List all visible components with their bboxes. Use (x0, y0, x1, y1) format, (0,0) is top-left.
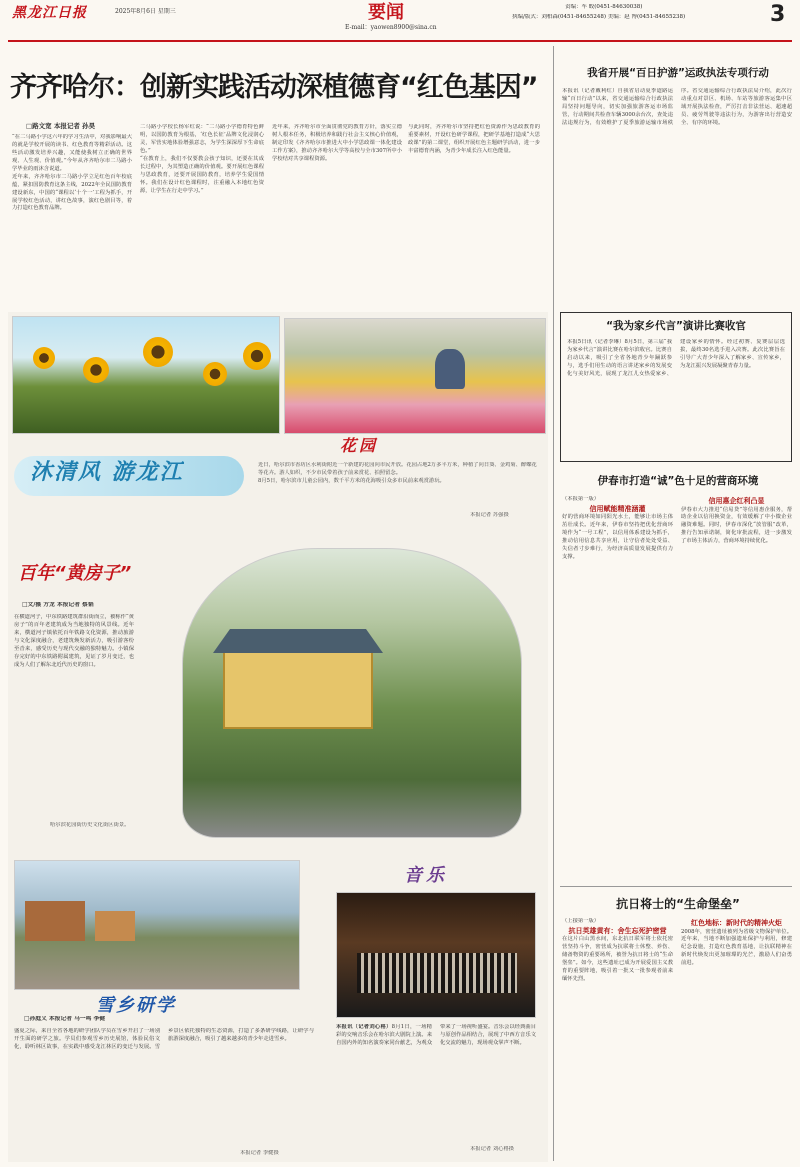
tourism-banner (14, 436, 244, 510)
flower-caption-text: 近日，哈尔滨市香坊区水利街附近一个新建的花园向市民开放。花园占地2万多平方米，种植了向日葵、金鸡菊、醉蝶花等花卉。游人如织，不少市民带着孩子前来赏花、拍照留念。 (258, 462, 537, 476)
snow-text (14, 1028, 314, 1148)
music-byline: 本报讯（记者刘心格） (336, 1024, 392, 1030)
editor-line-2: 执编/版式：刘柏森(0451-84655248) 美编：赵 博(0451-84655238) (512, 14, 686, 20)
newspaper-logo: 黑龙江日报 (12, 5, 87, 21)
lead-col-4 (408, 124, 540, 304)
music-text (336, 1024, 536, 1134)
lead-paragraph: 近年来，齐齐哈尔市二马路小学立足红色百年校底蕴，紧扣国防教育这条主线，2022年全民国防教育建设新东，中国的“课程以‘十个一’工程为抓手，开展学校红色活动，讲红色故事，演红色剧目等，着力打造红色教育品牌。 (12, 173, 132, 212)
article-law-enforcement-body (562, 88, 792, 296)
tourism-banner-text: 沐清风 游龙江 (30, 460, 184, 485)
music-text-para: 8月1日，一场精彩的交响音乐会在哈尔滨大剧院上演。来自国内外的知名演奏家同台献艺，为观众带来了一场视听盛宴。音乐会以经典曲目与原创作品相结合，展现了中西方音乐文化交流的魅力，现场观众掌声不断。 (336, 1024, 536, 1046)
article-speech-contest-box (560, 312, 792, 462)
article-fortress-text-1: 在这片白山黑水间，东北抗日联军将士依托密营坚持斗争，密营成为抗联将士休整、养伤、储备物资的重要场所，被誉为抗日将士的“生命堡垒”。如今，这些遗址已成为开展爱国主义教育的重要阵地，吸引着一批又一批参观者前来缅怀先烈。 (562, 936, 673, 983)
article-yichun-text-2: 伊春市大力推进“信易贷”等信用惠企服务，帮助企业以信用换资金，有效缓解了中小微企业融资难题。同时，伊春市深化“放管服”改革，推行告知承诺制，简化审批流程，进一步激发了市场主体活力，营商环境持续优化。 (681, 506, 792, 545)
section-email: E-mail：yaowen8900@sina.cn (345, 24, 437, 31)
editor-line-1: 责编：车 蛟(0451-84630038) (565, 4, 643, 10)
article-fortress-subhead-2: 红色地标：新时代的精神火炬 (691, 919, 782, 927)
article-fortress-text-2: 2008年，密营遗址被列为省级文物保护单位。近年来，当地不断加强遗址保护与利用，修建纪念设施，打造红色教育基地，让抗联精神在新时代焕发出更加璀璨的光芒，激励人们奋勇前进。 (681, 928, 792, 967)
house-caption: 哈尔滨花园街历史文化街区街景。 (50, 822, 130, 828)
house-text (14, 614, 134, 814)
lead-paragraph: 二马路小学校长杨军红说：“二马路小学德育特色鲜明，以国防教育为根基，‘红色长征’品牌文化浸润心灵，军营实地体验增强意志，为学生深深厚下生命底色。” (140, 124, 264, 154)
article-yichun-text-1: 好的营商环境如同阳光水土，能够让市场主体茁壮成长。近年来，伊春市坚持把优化营商环境作为“一号工程”，以信用体系建设为抓手，推动信用信息共享应用，让守信者处处受益、失信者寸步难行，为经济高质量发展提供有力支撑。 (562, 514, 673, 561)
house-byline: □文/摄 方龙 本报记者 蔡韬 (22, 602, 94, 608)
article-yichun-byline: （本报第一版） (562, 496, 600, 502)
flower-tag: 花园 (340, 436, 379, 455)
article-speech-contest-text: 本报5日讯（记者李琳）8月5日，第三届“我为家乡代言”演讲比赛在哈尔滨收官。比赛自启动以来，吸引了全省各地青少年踊跃参与，选手们用生动的语言讲述家乡的发展变化与美好风光，展现了龙江儿女热爱家乡、建设家乡的情怀。经过初赛、复赛层层选拔，最终30名选手进入决赛。此次比赛旨在引导广大青少年深入了解家乡、宣传家乡，为龙江振兴发展凝聚青春力量。 (567, 339, 785, 377)
flower-caption (258, 462, 540, 512)
article-speech-contest-body (567, 339, 785, 459)
lead-headline: 齐齐哈尔：创新实践活动深植德育“红色基因” (10, 72, 538, 103)
lead-paragraph: “在教育上，我们不仅要教会孩子知识，还要在其成长过程中，为其塑造正确的价值观。要开展红色课程与思政教育，还要开展国防教育，培养学生爱国情怀。我们在设计红色课程时，注重融入本地红色资源，让学生在行走中学习。” (140, 155, 264, 194)
flower-photographer: 本报记者 苏强摄 (470, 512, 509, 518)
music-tag: 音乐 (404, 865, 448, 886)
house-tag: 百年“黄房子” (18, 563, 132, 584)
house-text-para: 在横道河子，中东铁路建筑群沿街而立，被称作“黄房子”的百年老建筑成为当地独特的风景线。近年来，横道河子镇依托百年铁路文化资源，推动旅游与文化深度融合，老建筑焕发新活力，吸引游客纷至沓来，感受历史与现代交融的独特魅力。小镇保存完好的中东铁路附属建筑，见证了岁月变迁，也成为人们了解东北近代历史的窗口。 (14, 614, 134, 668)
lead-col-2 (140, 124, 264, 304)
article-law-enforcement-text: 本报讯（记者戴利红）自我省启动夏季道路运输“百日行动”以来，省交通运输综合行政执法局坚持问题导向，切实加强旅游客运市场监管，行动期间共检查车辆3000余台次，查处违法违规行为，有效维护了夏季旅游运输市场秩序。省交通运输综合行政执法局介绍，此次行动重点对景区、机场、车站等旅游客运集中区域开展执法检查，严厉打击非法营运、超速超员、疲劳驾驶等违法行为，为游客出行营造安全、有序的环境。 (562, 88, 792, 126)
snow-byline: □孙庭义 本报记者 马一鸣 李健 (24, 1016, 106, 1022)
article-yichun-body (562, 496, 792, 880)
snow-tag: 雪乡研学 (96, 995, 176, 1016)
orchestra-photo (336, 892, 536, 1018)
lead-byline: □路文宽 本报记者 孙昊 (26, 122, 96, 130)
music-credit: 本报记者 刘心格摄 (470, 1146, 515, 1152)
masthead (0, 0, 800, 40)
snow-credit: 本报记者 李健摄 (240, 1150, 279, 1156)
article-yichun-subhead-1: 信用赋能精准涵灌 (589, 504, 646, 513)
section-rule (560, 886, 792, 887)
article-fortress-body (562, 918, 792, 1158)
issue-date: 2025年8月6日 星期三 (115, 8, 176, 15)
snow-text-para: 盛夏之际，来自全省各地的研学团队学员在雪乡开启了一场别开生面的研学之旅。学员们参观雪乡历史展馆，体验民俗文化，聆听林区故事，在实践中感受龙江林区的变迁与发展。雪乡景区依托独特的生态资源，打造了多条研学线路，让研学与旅游深度融合，吸引了越来越多的青少年走进雪乡。 (14, 1028, 314, 1050)
article-law-enforcement-title: 我省开展“百日护游”运政执法专项行动 (587, 67, 769, 79)
article-yichun-title: 伊春市打造“诚”色十足的营商环境 (597, 475, 759, 487)
flower-caption-text-2: 8月5日，哈尔滨市儿童公园内，数千平方米的花海吸引众多市民前来观赏游玩。 (258, 477, 445, 484)
lead-paragraph: 与此同时，齐齐哈尔市坚持把红色资源作为思政教育的重要素材，开设红色研学课程，把研学基地打造成“大思政课”的第二课堂，组织开展红色主题研学活动，进一步丰富德育内涵，为青少年成长注入红色能量。 (408, 124, 540, 154)
article-fortress-title: 抗日将士的“生命堡垒” (616, 897, 740, 911)
page-number: 3 (770, 2, 786, 27)
flower-field-photo (284, 318, 546, 434)
masthead-rule (8, 40, 792, 42)
article-fortress-subhead-1: 抗日英雄黄有：舍生忘死护密营 (568, 926, 667, 935)
lead-paragraph: 近年来，齐齐哈尔市全面贯彻党的教育方针，落实立德树人根本任务，积极培养和践行社会主义核心价值观，制定印发《齐齐哈尔市推进大中小学思政课一体化建设工作方案》，推动齐齐哈尔大学等高校与全市307所中小学校结对共享课程资源。 (272, 124, 402, 162)
article-yichun-subhead-2: 信用惠企红利凸显 (708, 497, 765, 505)
article-fortress-byline: （上接第一版） (562, 918, 600, 924)
sunflower-photo (12, 316, 280, 434)
yellow-house-photo (182, 548, 522, 838)
lead-col-1 (12, 134, 132, 304)
article-speech-contest-title: “我为家乡代言”演讲比赛收官 (606, 320, 746, 332)
section-title: 要闻 (368, 2, 404, 23)
column-divider (553, 46, 554, 1161)
snow-town-photo (14, 860, 300, 990)
lead-paragraph: “在二马路小学这六年的学习生活中，对我影响最大的就是学校开展的读书、红色教育等精彩活动。这些活动激发培养兴趣，又能使我树立正确的世界观、人生观、价值观。”今年从齐齐哈尔市二马路小学毕业的雨沐含说道。 (12, 134, 132, 172)
lead-col-3 (272, 124, 402, 304)
